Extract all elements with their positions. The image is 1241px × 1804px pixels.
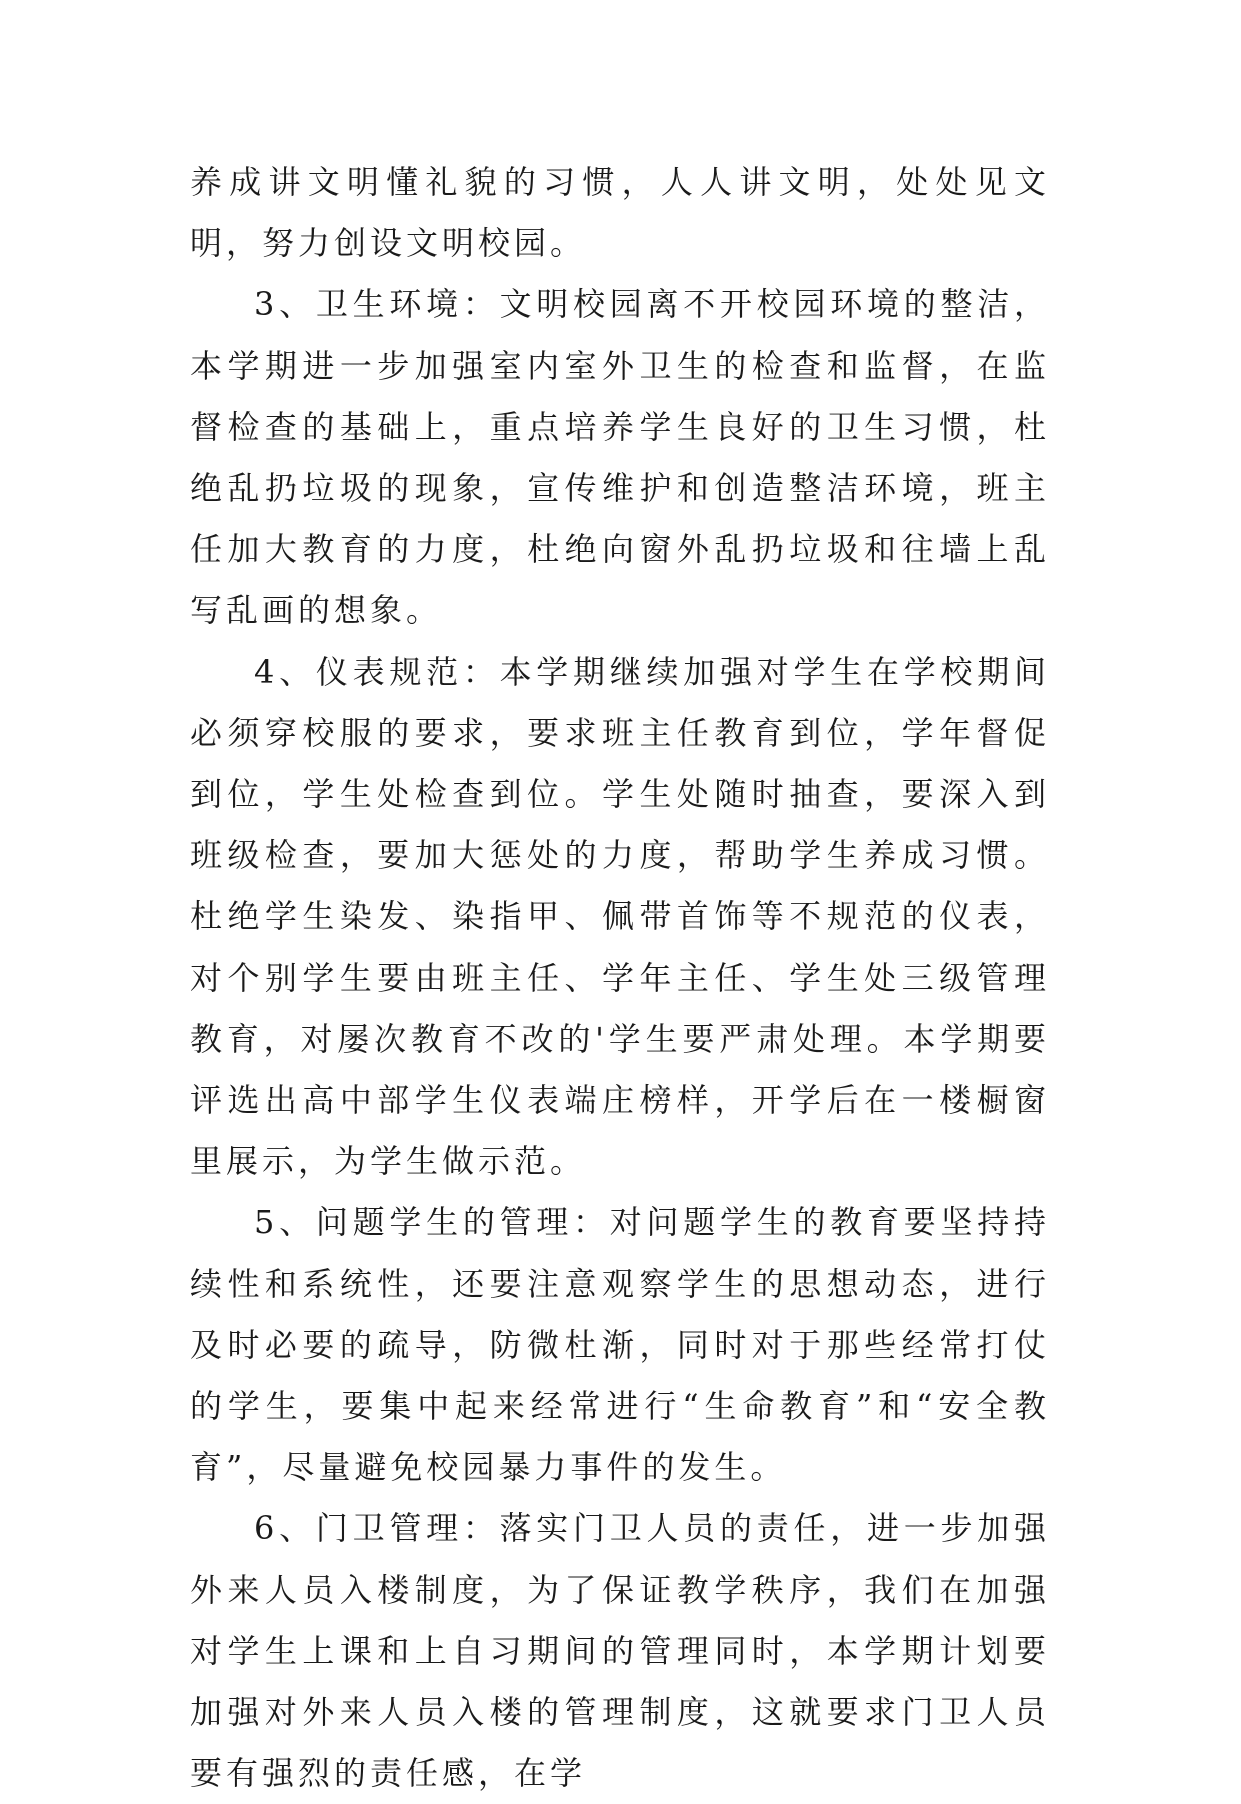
paragraph-appearance-standards: 4、仪表规范：本学期继续加强对学生在学校期间必须穿校服的要求，要求班主任教育到位，学年督促到位，学生处检查到位。学生处随时抽查，要深入到班级检查，要加大惩处的力度，帮助学生养成习惯。杜绝学生染发、染指甲、佩带首饰等不规范的仪表，对个别学生要由班主任、学年主任、学生处三级管理教育，对屡次教育不改的'学生要严肃处理。本学期要评选出高中部学生仪表端庄榜样，开学后在一楼橱窗里展示，为学生做示范。 — [190, 652, 1050, 1181]
document-body — [190, 152, 1050, 1804]
paragraph-problem-students: 5、问题学生的管理：对问题学生的教育要坚持持续性和系统性，还要注意观察学生的思想动态，进行及时必要的疏导，防微杜渐，同时对于那些经常打仗的学生，要集中起来经常进行“生命教育”和“安全教育”，尽量避免校园暴力事件的发生。 — [190, 1203, 1050, 1487]
paragraph-gate-management: 6、门卫管理：落实门卫人员的责任，进一步加强外来人员入楼制度，为了保证教学秩序，我们在加强对学生上课和上自习期间的管理同时，本学期计划要加强对外来人员入楼的管理制度，这就要求门卫人员要有强烈的责任感，在学 — [190, 1509, 1050, 1793]
paragraph-hygiene-environment: 3、卫生环境：文明校园离不开校园环境的整洁，本学期进一步加强室内室外卫生的检查和监督，在监督检查的基础上，重点培养学生良好的卫生习惯，杜绝乱扔垃圾的现象，宣传维护和创造整洁环境，班主任加大教育的力度，杜绝向窗外乱扔垃圾和往墙上乱写乱画的想象。 — [190, 285, 1050, 630]
paragraph-civility-habits: 养成讲文明懂礼貌的习惯，人人讲文明，处处见文明，努力创设文明校园。 — [190, 163, 1050, 263]
